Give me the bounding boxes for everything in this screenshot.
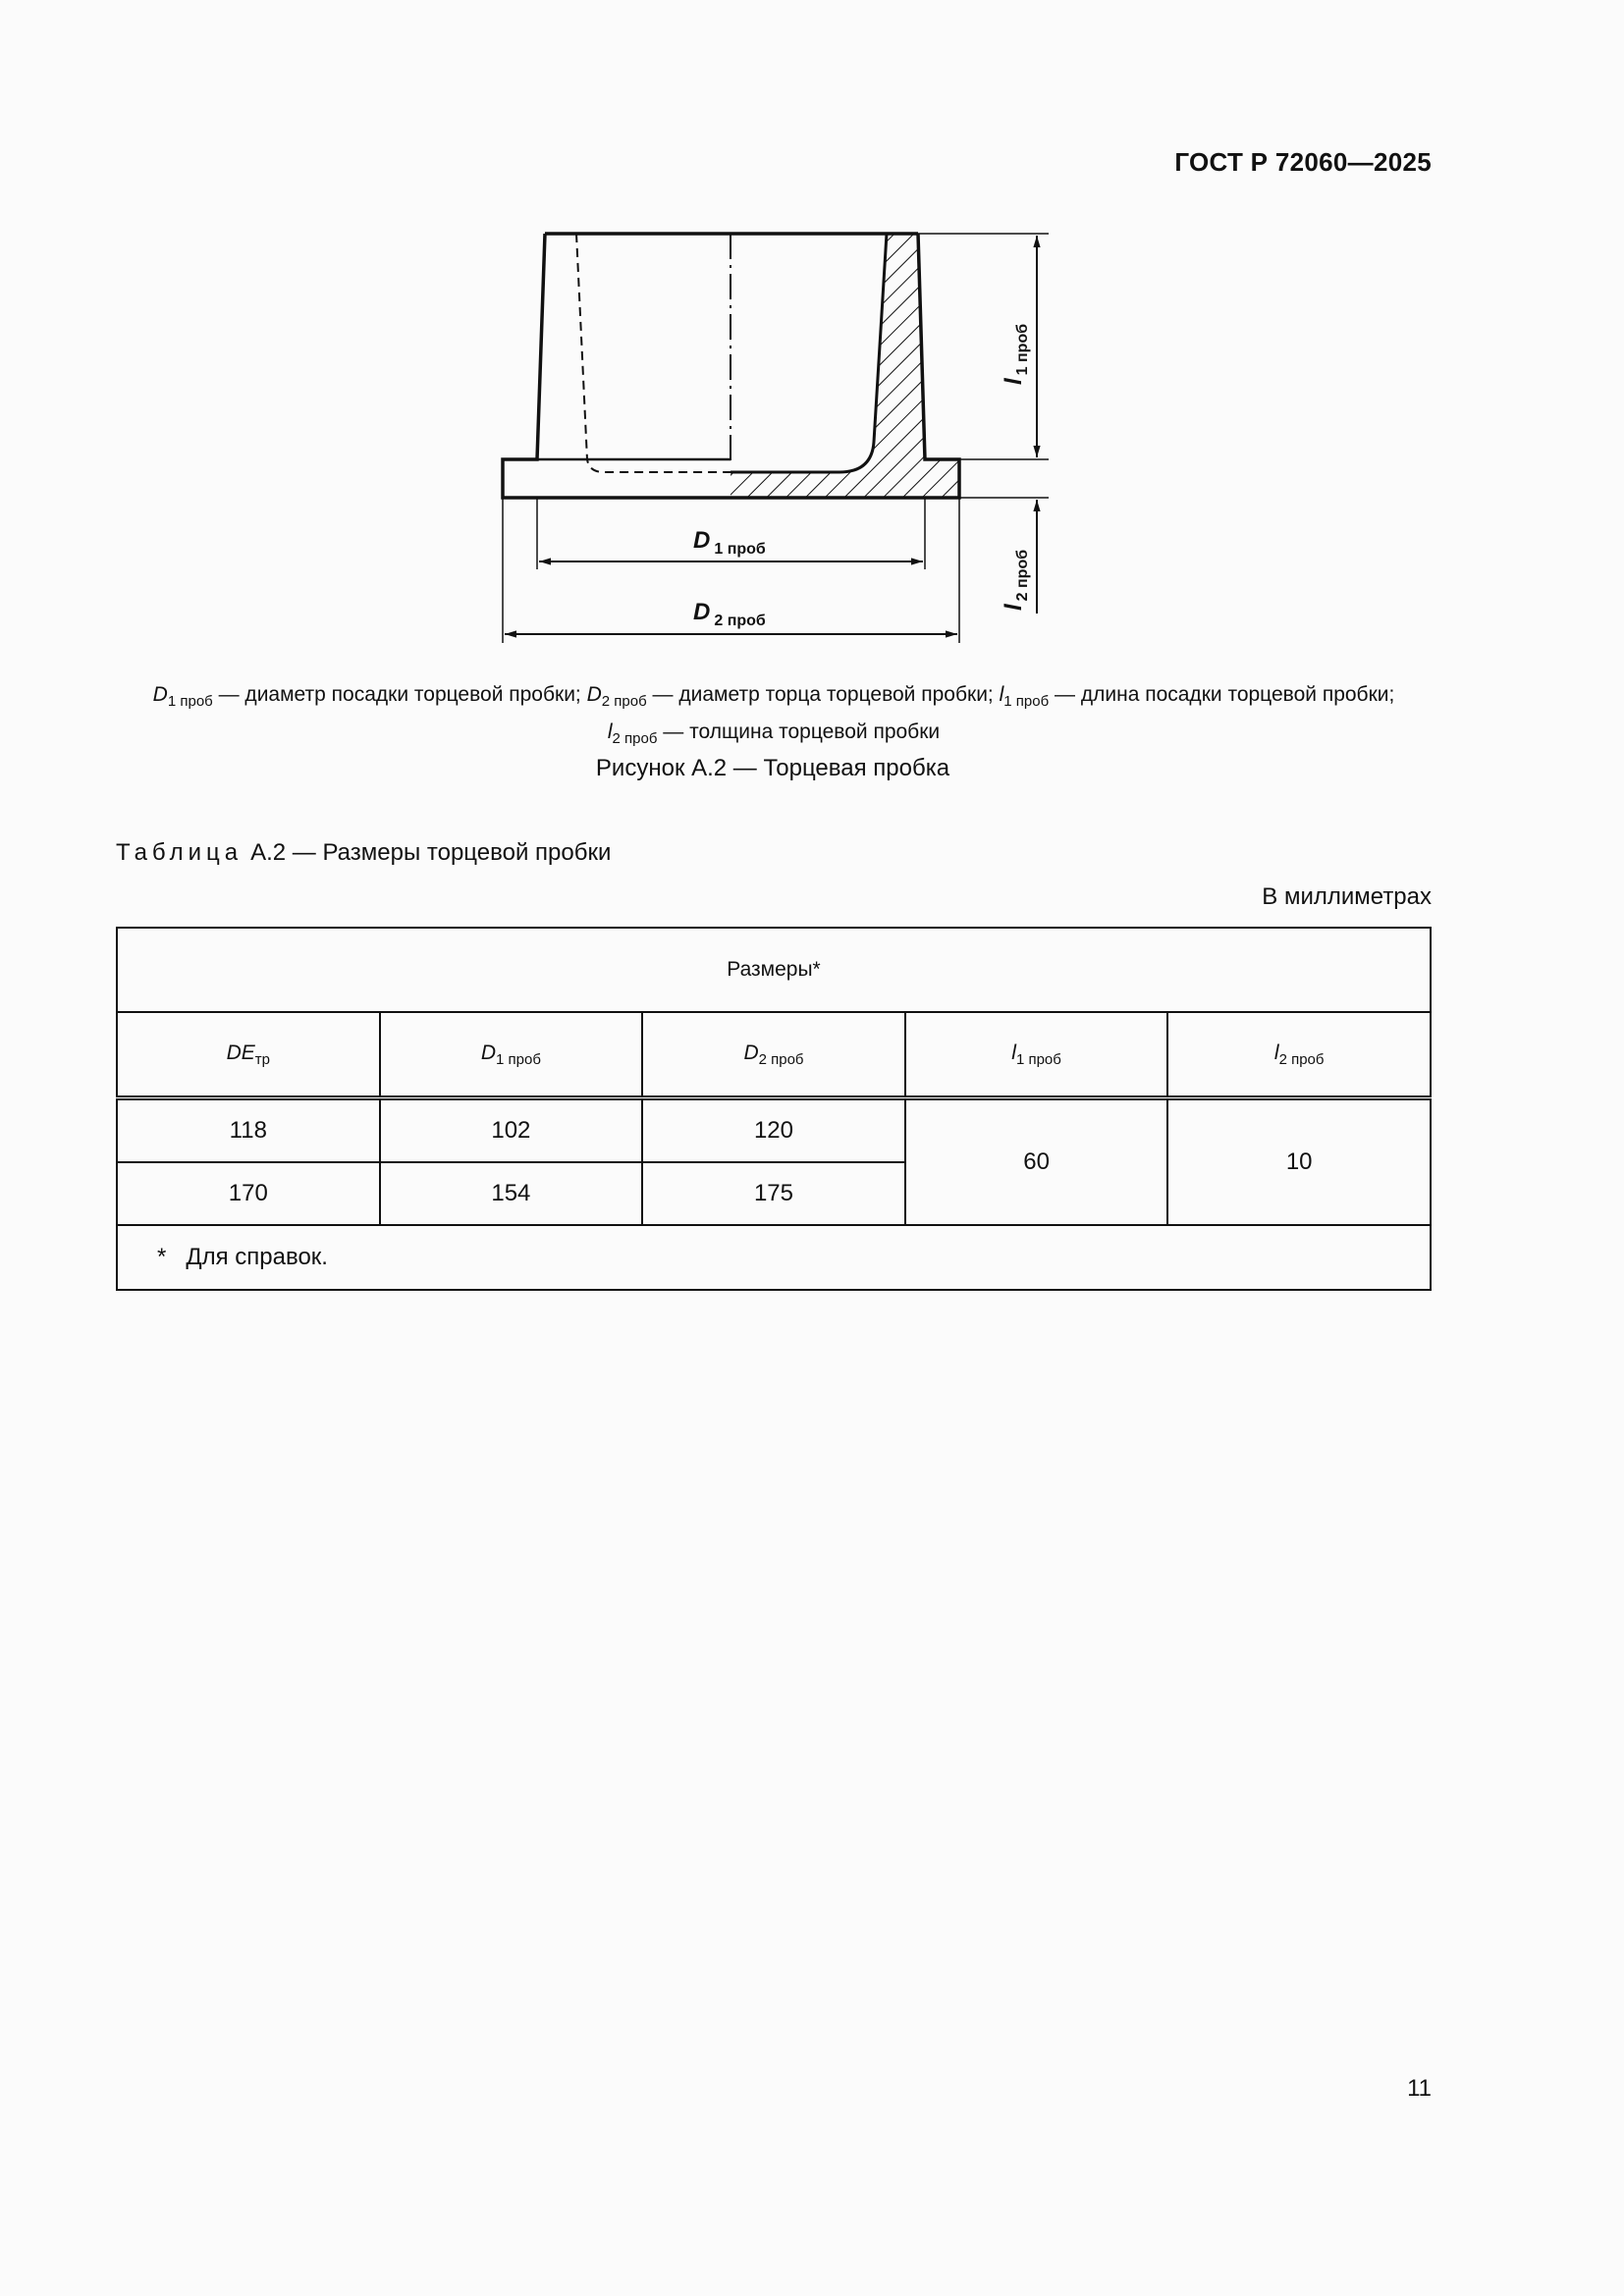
hidden-contour-left	[576, 234, 731, 472]
l1-label: $l_{1 проб}$	[1001, 323, 1031, 385]
table-cell: 175	[642, 1162, 905, 1225]
figure-legend: $D_{1 проб}$ — диаметр посадки торцевой пробки; $D_{2 проб}$ — диаметр торца торцевой пробки; $l_{1 проб}$ — длина посадки торцевой пробки; $l_{2 проб}$ — толщина торцевой пробки	[152, 683, 1395, 747]
outer-contour-left	[503, 234, 731, 498]
table-cell: 102	[380, 1098, 643, 1163]
page-number: 11	[1407, 2075, 1432, 2102]
table-title: Таблица А.2 — Размеры торцевой пробки	[116, 839, 612, 866]
figure-caption: Рисунок А.2 — Торцевая пробка	[595, 755, 950, 781]
table-row	[117, 1098, 1431, 1163]
d1-label: D $_{1 проб}$	[693, 527, 766, 558]
dimensions-table	[116, 927, 1432, 1291]
column-header: $DE_{тр}$	[117, 1012, 380, 1098]
column-header: $l_{2 проб}$	[1167, 1012, 1431, 1098]
document-id: ГОСТ Р 72060—2025	[1174, 147, 1432, 177]
table-cell: 118	[117, 1098, 380, 1163]
table-cell: 10	[1167, 1098, 1431, 1226]
column-header: $D_{2 проб}$	[642, 1012, 905, 1098]
table-cell: 154	[380, 1162, 643, 1225]
group-header: Размеры*	[117, 928, 1431, 1012]
inner-contour-right	[731, 234, 887, 472]
end-plug-drawing	[0, 0, 1624, 667]
d2-label: D $_{2 проб}$	[693, 599, 766, 629]
column-header: $l_{1 проб}$	[905, 1012, 1168, 1098]
outer-contour-right	[731, 234, 959, 498]
table-cell: 120	[642, 1098, 905, 1163]
table-cell: 60	[905, 1098, 1168, 1226]
table-units: В миллиметрах	[1262, 883, 1432, 910]
l2-label: $l_{2 проб}$	[1001, 549, 1031, 611]
column-header: $D_{1 проб}$	[380, 1012, 643, 1098]
table-cell: 170	[117, 1162, 380, 1225]
table-footnote: * Для справок.	[117, 1225, 1431, 1290]
